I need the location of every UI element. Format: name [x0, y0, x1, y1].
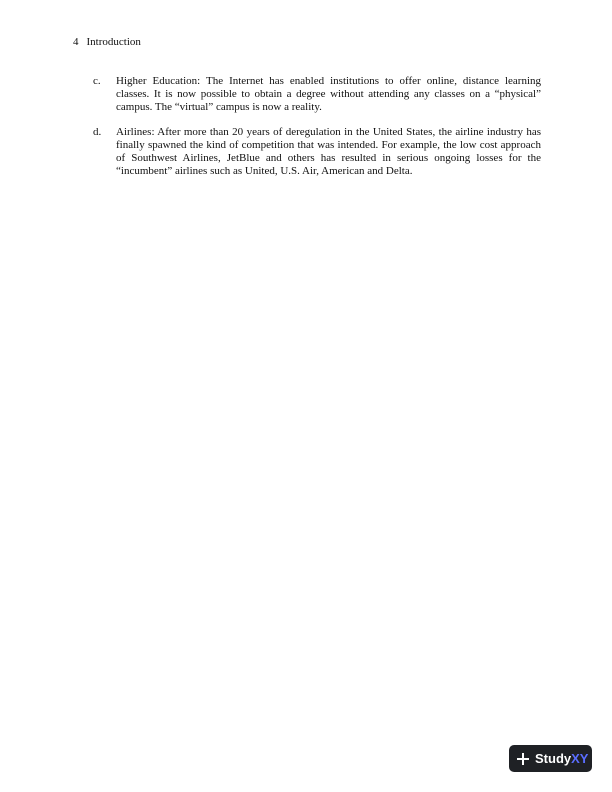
section-title: Introduction: [86, 36, 141, 48]
list-item: [93, 75, 541, 114]
list-item: [93, 126, 541, 178]
running-header: [73, 36, 141, 49]
page-number: 4: [73, 36, 79, 48]
list-item-text: Airlines: After more than 20 years of deregulation in the United States, the airline industry has finally spawned the kind of competition that was intended. For example, the low cost approach of Southwest Airlines, JetBlue and others has resulted in serious ongoing losses for the “incumbent” airlines such as United, U.S. Air, American and Delta.: [116, 126, 541, 177]
plus-icon: [517, 753, 529, 765]
watermark-brand-study: Study: [535, 751, 572, 766]
list-item-marker: d.: [93, 126, 102, 138]
list-item-text: Higher Education: The Internet has enabled institutions to offer online, distance learning classes. It is now possible to obtain a degree without attending any classes on a “physical” campus. The “virtual” campus is now a reality.: [116, 75, 541, 113]
list-item-marker: c.: [93, 75, 101, 87]
watermark-brand-xy: XY: [571, 751, 589, 766]
enumerated-list: [93, 75, 541, 190]
studyxy-watermark: [509, 745, 592, 772]
